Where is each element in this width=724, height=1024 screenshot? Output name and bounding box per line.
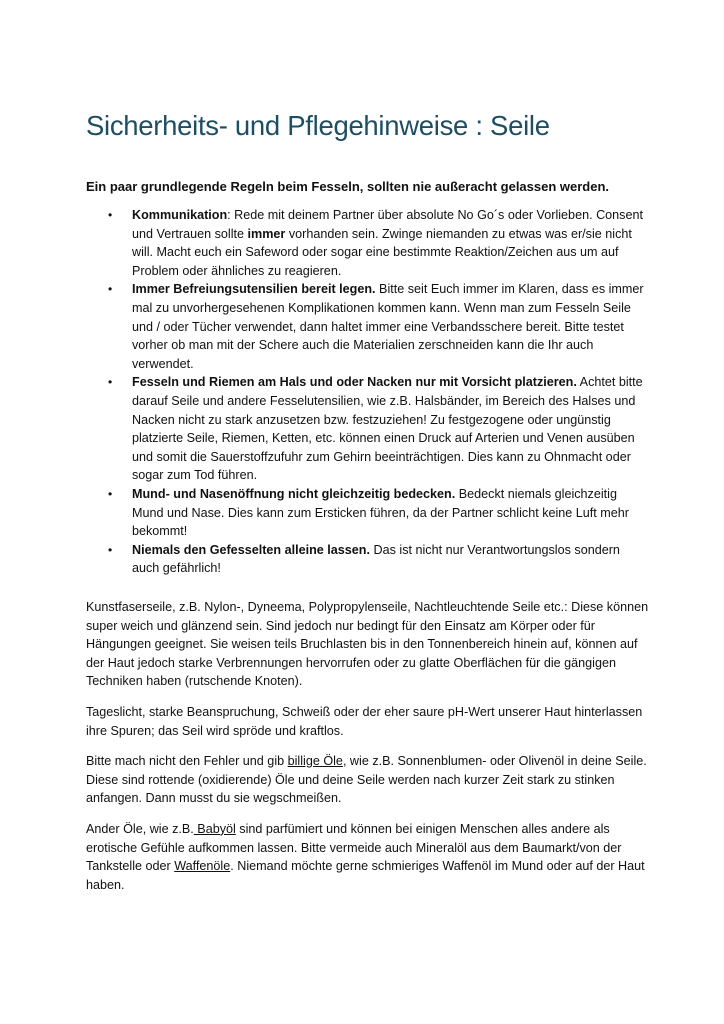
rule-heading: Fesseln und Riemen am Hals und oder Nacken nur mit Vorsicht platzieren. xyxy=(132,375,577,390)
rule-heading: Immer Befreiungsutensilien bereit legen. xyxy=(132,282,376,297)
rule-heading: Niemals den Gefesselten alleine lassen. xyxy=(132,542,370,557)
rule-text: Achtet bitte darauf Seile und andere Fesselutensilien, wie z.B. Halsbänder, im Bereich des Halses und Nacken nicht zu stark anzusetzen bzw. festzuziehen! Zu festgezogene oder ungünstig platzierte Seile, Riemen, Ketten, etc. können einen Druck auf Arterien und Venen ausüben und somit die Sauerstoffzufuhr zum Gehirn beeinträchtigen. Dies kann zu Ohnmacht oder sogar zum Tod führen. xyxy=(132,375,643,483)
rule-emphasis: immer xyxy=(247,226,286,241)
paragraph-oils xyxy=(86,752,652,808)
paragraph-text: , wie z.B. Sonnenblumen- oder Olivenöl in deine Seile. Diese sind rottende (oxidierende) Öle und deine Seile werden nach kurzer Zeit stark zu stinken anfangen. Dann musst du sie wegschmeißen. xyxy=(86,754,647,806)
paragraph-text: . Niemand möchte gerne schmieriges Waffenöl im Mund oder auf der Haut haben. xyxy=(86,859,645,892)
paragraph-synthetic-ropes: Kunstfaserseile, z.B. Nylon-, Dyneema, Polypropylenseile, Nachtleuchtende Seile etc.: Diese können super weich und glänzend sein. Sind jedoch nur bedingt für den Einsatz am Körper oder für Hängungen geeignet. Sie weisen teils Bruchlasten bis in den Tonnenbereich hinein auf, können auf der Haut jedoch starke Verbrennungen hervorrufen oder zu glatte Oberflächen für die gängigen Techniken haben (rutschende Knoten). xyxy=(86,600,649,689)
bullet-icon: • xyxy=(108,208,113,222)
bullet-icon: • xyxy=(108,542,113,557)
paragraph-other-oils xyxy=(86,820,652,894)
page-title: Sicherheits- und Pflegehinweise : Seile xyxy=(86,110,550,141)
list-item xyxy=(86,280,646,373)
list-item xyxy=(86,485,646,541)
bullet-icon: • xyxy=(108,375,113,390)
list-item xyxy=(86,206,646,280)
paragraph-text: Ander Öle, wie z.B. xyxy=(86,821,194,836)
paragraph-text: sind parfümiert und können bei einigen Menschen alles andere als erotische Gefühle aufkommen lassen. Bitte vermeide auch Mineralöl aus dem Baumarkt/von der Tankstelle oder xyxy=(86,821,622,874)
body-text xyxy=(86,598,652,906)
rule-heading: Mund- und Nasenöffnung nicht gleichzeitig bedecken. xyxy=(132,486,456,501)
rule-heading: Kommunikation xyxy=(132,208,228,222)
intro-heading: Ein paar grundlegende Regeln beim Fesseln, sollten nie außeracht gelassen werden. xyxy=(86,179,610,194)
safety-rules-list xyxy=(86,206,646,578)
link-cheap-oils[interactable]: billige Öle xyxy=(287,754,343,769)
rule-text: Bedeckt niemals gleichzeitig Mund und Nase. Dies kann zum Ersticken führen, da der Partner schlicht keine Luft mehr bekommt! xyxy=(132,486,629,539)
rule-text: Bitte seit Euch immer im Klaren, dass es immer mal zu unvorhergesehenen Komplikationen kommen kann. Wenn man zum Fesseln Seile und / oder Tücher verwendet, dann haltet immer eine Verbandsschere bereit. Bitte testet vorher ob man mit der Schere auch die Materialien zerschneiden kann die Ihr auch verwendet. xyxy=(132,282,644,371)
rule-text-continued: vorhanden sein. Zwinge niemanden zu etwas was er/sie nicht will. Macht euch ein Safeword oder sogar eine bestimmte Reaktion/Zeichen aus um auf Problem oder ähnliches zu reagieren. xyxy=(132,226,632,278)
rule-text: Das ist nicht nur Verantwortungslos sondern auch gefährlich! xyxy=(132,542,620,576)
link-gun-oil[interactable]: Waffenöle xyxy=(174,859,231,874)
bullet-icon: • xyxy=(108,486,113,501)
bullet-icon: • xyxy=(108,282,113,297)
paragraph-text: Bitte mach nicht den Fehler und gib xyxy=(86,754,288,769)
link-baby-oil[interactable]: Babyöl xyxy=(193,821,236,836)
list-item xyxy=(86,541,646,578)
paragraph-wear: Tageslicht, starke Beanspruchung, Schweiß oder der eher saure pH-Wert unserer Haut hinterlassen ihre Spuren; das Seil wird spröde und kraftlos. xyxy=(86,704,643,738)
rule-text: : Rede mit deinem Partner über absolute No Go´s oder Vorlieben. Consent und Vertrauen sollte xyxy=(132,208,643,241)
list-item xyxy=(86,373,646,485)
